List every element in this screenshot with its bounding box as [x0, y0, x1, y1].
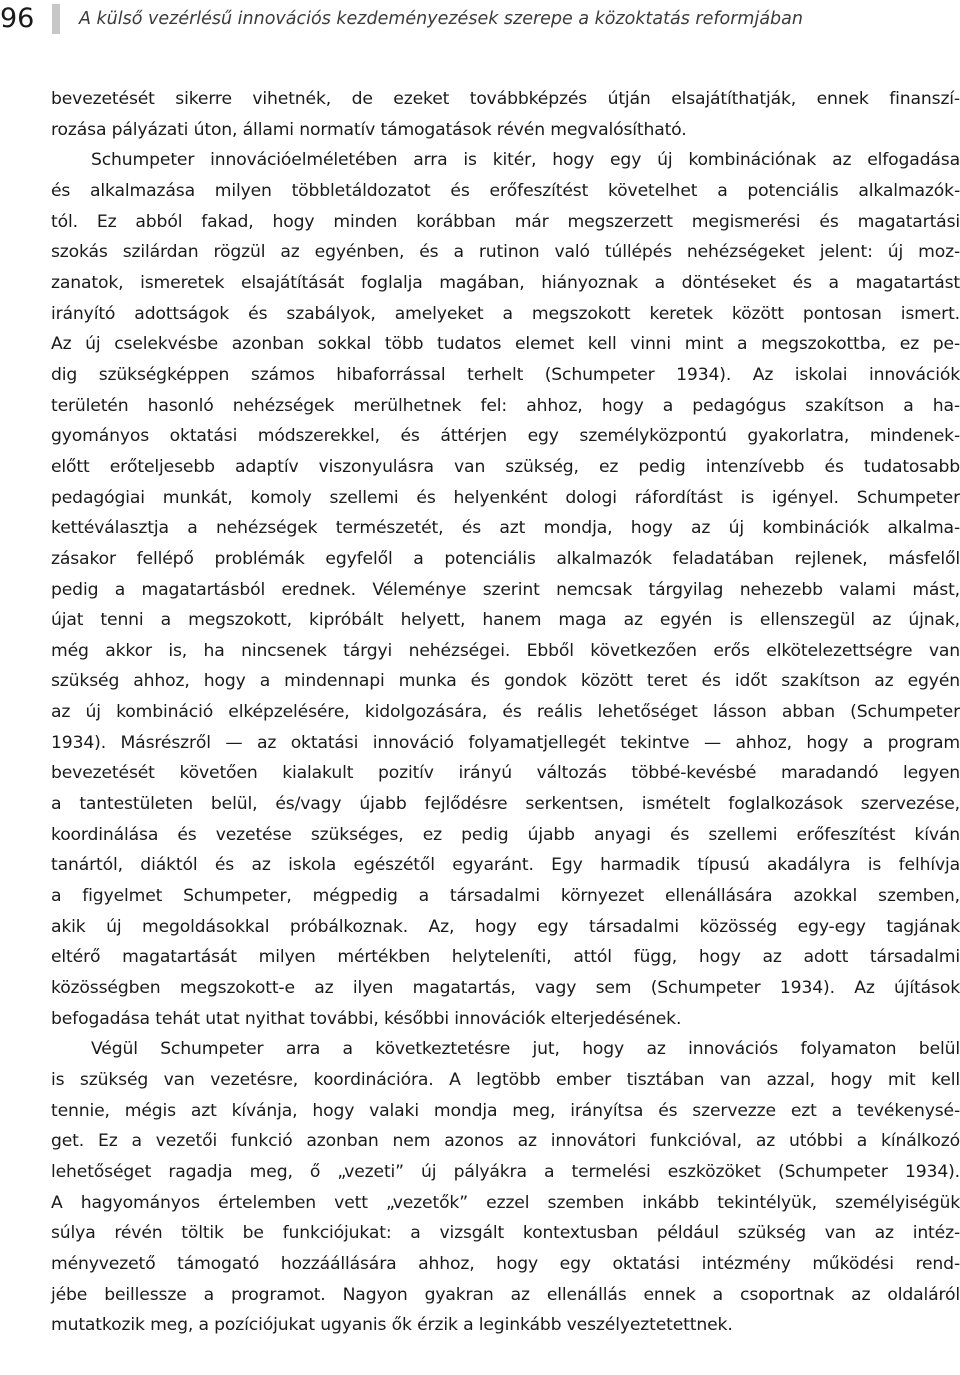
- text-line: get. Ez a vezetői funkció azonban nem azonos az innovátori funkcióval, az utóbbi a kínálkozó: [51, 1131, 960, 1152]
- text-line: akik új megoldásokkal próbálkoznak. Az, hogy egy társadalmi közösség egy-egy tagjának: [51, 916, 960, 937]
- text-line: befogadása tehát utat nyithat további, későbbi innovációk elterjedésének.: [51, 1008, 682, 1029]
- text-line: Végül Schumpeter arra a következtetésre jut, hogy az innovációs folyamaton belül: [91, 1039, 960, 1060]
- text-line: újat tenni a megszokott, kipróbált helyett, hanem maga az egyén is ellenszegül az újnak,: [51, 610, 960, 631]
- text-line: zanatok, ismeretek elsajátítását foglalja magában, hiányoznak a döntéseket és a magatartást: [51, 272, 960, 293]
- text-line: tól. Ez abból fakad, hogy minden korábban már megszerzett megismerési és magatartási: [51, 211, 960, 232]
- page-number: 96: [0, 3, 35, 34]
- header-divider: [52, 4, 60, 34]
- text-line: még akkor is, ha nincsenek tárgyi nehézségei. Ebből következően erős elkötelezettségre van: [51, 640, 960, 661]
- text-line: a tantestületen belül, és/vagy újabb fejlődésre serkentsen, ismételt foglalkozások szervezése,: [51, 794, 960, 815]
- text-line: zásakor fellépő problémák egyfelől a potenciális alkalmazók feladatában rejlenek, másfelől: [51, 548, 960, 569]
- text-line: súlya révén töltik be funkciójukat: a vizsgált kontextusban például szükség van az intéz-: [51, 1223, 960, 1244]
- text-line: ményvezető támogató hozzáállására ahhoz, hogy egy oktatási intézmény működési rend-: [51, 1253, 960, 1274]
- body-text: [51, 84, 960, 1341]
- text-line: pedagógiai munkát, komoly szellemi és helyenként dologi ráfordítást is igényel. Schumpeter: [51, 487, 960, 508]
- text-line: Az új cselekvésbe azonban sokkal több tudatos elemet kell vinni mint a megszokottba, ez pe-: [51, 334, 960, 355]
- text-line: területén hasonló nehézségek merülhetnek fel: ahhoz, hogy a pedagógus szakítson a ha-: [51, 395, 960, 416]
- text-line: az új kombináció elképzelésére, kidolgozására, és reális lehetőséget lásson abban (Schumpeter: [51, 702, 960, 723]
- text-line: A hagyományos értelemben vett „vezetők” ezzel szemben inkább tekintélyük, személyiségük: [51, 1192, 960, 1213]
- running-title: A külső vezérlésű innovációs kezdeményezések szerepe a közoktatás reformjában: [79, 9, 803, 29]
- text-line: jébe beillessze a programot. Nagyon gyakran az ellenállás ennek a csoportnak az oldaláról: [51, 1284, 960, 1305]
- text-line: bevezetését követően kialakult pozitív irányú változás többé-kevésbé maradandó legyen: [51, 763, 960, 784]
- text-line: koordinálása és vezetése szükséges, ez pedig újabb anyagi és szellemi erőfeszítést kíván: [51, 824, 960, 845]
- text-line: előtt erőteljesebb adaptív viszonyulásra van szükség, ez pedig intenzívebb és tudatosabb: [51, 456, 960, 477]
- text-line: irányító adottságok és szabályok, amelyeket a megszokott keretek között pontosan ismert.: [51, 303, 960, 324]
- text-line: Schumpeter innovációelméletében arra is kitér, hogy egy új kombinációnak az elfogadása: [91, 150, 960, 171]
- text-line: pedig a magatartásból erednek. Véleménye szerint nemcsak tárgyilag nehezebb valami mást,: [51, 579, 960, 600]
- text-line: tanártól, diáktól és az iskola egészétől egyaránt. Egy harmadik típusú akadályra is felhívja: [51, 855, 960, 876]
- text-line: 1934). Másrészről — az oktatási innováció folyamatjellegét tekintve — ahhoz, hogy a program: [51, 732, 960, 753]
- text-line: tennie, mégis azt kívánja, hogy valaki mondja meg, irányítsa és szervezze ezt a tevékenysé-: [51, 1100, 960, 1121]
- text-line: kettéválasztja a nehézségek természetét, és azt mondja, hogy az új kombinációk alkalma-: [51, 518, 960, 539]
- text-line: szükség ahhoz, hogy a mindennapi munka és gondok között teret és időt szakítson az egyén: [51, 671, 960, 692]
- text-line: gyományos oktatási módszerekkel, és áttérjen egy személyközpontú gyakorlatra, mindenek-: [51, 426, 960, 447]
- text-line: és alkalmazása milyen többletáldozatot és erőfeszítést követelhet a potenciális alkalmazók-: [51, 180, 960, 201]
- text-line: eltérő magatartását milyen mértékben helyteleníti, attól függ, hogy az adott társadalmi: [51, 947, 960, 968]
- text-line: is szükség van vezetésre, koordinációra. A legtöbb ember tisztában van azzal, hogy mit kell: [51, 1070, 960, 1090]
- page-header: [0, 0, 960, 42]
- text-line: mutatkozik meg, a pozíciójukat ugyanis ők érzik a leginkább veszélyeztetettnek.: [51, 1315, 733, 1336]
- text-line: rozása pályázati úton, állami normatív támogatások révén megvalósítható.: [51, 119, 687, 140]
- text-line: szokás szilárdan rögzül az egyénben, és a rutinon való túllépés nehézségeket jelent: új moz-: [51, 242, 960, 263]
- text-line: lehetőséget ragadja meg, ő „vezeti” új pályákra a termelési eszközöket (Schumpeter 1934).: [51, 1161, 960, 1182]
- text-line: közösségben megszokott-e az ilyen magatartás, vagy sem (Schumpeter 1934). Az újítások: [51, 978, 960, 999]
- text-line: a figyelmet Schumpeter, mégpedig a társadalmi környezet ellenállására azokkal szemben,: [51, 886, 960, 907]
- text-line: dig szükségképpen számos hibaforrással terhelt (Schumpeter 1934). Az iskolai innovációk: [51, 364, 960, 385]
- text-line: bevezetését sikerre vihetnék, de ezeket továbbképzés útján elsajátíthatják, ennek finanszí-: [51, 89, 960, 109]
